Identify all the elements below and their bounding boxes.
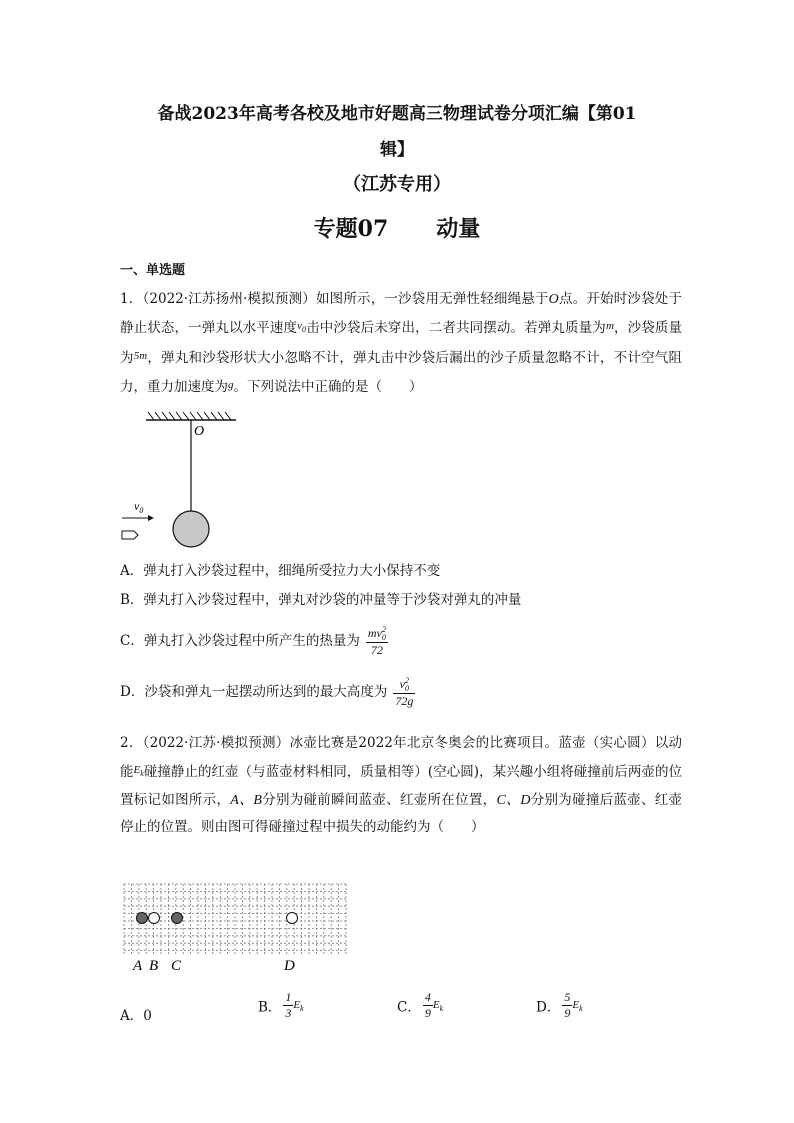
question-source: （2022·江苏扬州·模拟预测）	[142, 291, 316, 307]
q1-option-c[interactable]	[120, 625, 388, 658]
title-line-2: 辑】	[380, 140, 414, 160]
math-var: $E_k$	[572, 998, 583, 1013]
math-var: $E_k$	[432, 998, 444, 1013]
question-number: 2．	[120, 735, 143, 751]
label-C: C	[171, 958, 182, 974]
text-run: 分别为碰前瞬间蓝壶、红壶所在位置，	[261, 792, 497, 808]
option-text: C．弹丸打入沙袋过程中所产生的热量为	[120, 633, 360, 649]
question-1-text	[120, 286, 682, 401]
fraction: $\frac{4}{9}$	[424, 990, 431, 1020]
fraction: $\frac{mv^2_0}{72}$	[367, 625, 386, 657]
curling-grid-figure	[120, 880, 350, 976]
q1-option-a[interactable]: A．弹丸打入沙袋过程中，细绳所受拉力大小保持不变	[120, 563, 441, 579]
text-run: 分别为碰撞后蓝壶、红壶停止的位置。则由图可得碰撞过程中损失的动能约为（ ）	[120, 792, 683, 835]
topic-name: 动量	[436, 216, 481, 242]
text-run: 。下列说法中正确的是（ ）	[233, 379, 423, 395]
option-text: D．	[536, 999, 561, 1016]
text-run: 如图所示，一沙袋用无弹性轻细绳悬于	[315, 291, 549, 307]
text-run: ，弹丸和沙袋形状大小忽略不计，弹丸击中沙袋后漏出的沙子质量忽略不计，不计空气阻力，重力加速度为	[120, 350, 683, 395]
stone-D-red	[287, 913, 298, 924]
q2-option-d[interactable]	[536, 990, 583, 1021]
math-var: m	[605, 320, 614, 332]
pendulum-figure	[118, 408, 248, 548]
option-text: C．	[397, 999, 421, 1016]
point-O-label: O	[194, 424, 205, 439]
question-2-text	[120, 730, 682, 841]
q2-option-a[interactable]	[120, 1004, 152, 1024]
option-text: B．	[258, 999, 282, 1016]
option-text: D．沙袋和弹丸一起摆动所达到的最大高度为	[120, 684, 388, 700]
label-A: A	[133, 958, 143, 974]
fraction: $\frac{5}{9}$	[564, 990, 571, 1020]
math-var: g	[228, 379, 234, 391]
math-var: 5m	[133, 350, 148, 362]
text-run: 点。开始时沙袋处于静止状态，一弹丸以水平速度	[120, 291, 683, 336]
page-title	[120, 96, 674, 168]
question-number: 1．	[120, 291, 143, 307]
page-subtitle: （江苏专用）	[343, 174, 451, 195]
velocity-arrowhead	[148, 515, 154, 521]
math-var: $E_k$	[293, 998, 304, 1013]
option-text: A．0	[120, 1008, 152, 1024]
text-run: 冰壶比赛是2022年北京冬奥会的比赛项目。蓝壶（实心圆）以动能	[120, 735, 682, 780]
label-B: B	[149, 958, 159, 974]
stone-C-blue	[172, 913, 183, 924]
q2-option-b[interactable]	[258, 990, 304, 1021]
stone-B-red	[149, 913, 160, 924]
math-var: A、B	[230, 793, 262, 808]
text-run: ，沙袋质量为	[120, 320, 683, 366]
q1-option-d[interactable]	[120, 676, 415, 709]
fraction: $\frac{1}{3}$	[285, 990, 292, 1020]
q1-option-b[interactable]: B．弹丸打入沙袋过程中，弹丸对沙袋的冲量等于沙袋对弹丸的冲量	[120, 592, 522, 608]
velocity-label: $v_0$	[134, 499, 144, 515]
math-var: v0	[297, 320, 307, 334]
sandbag-circle	[173, 511, 209, 547]
title-line-1: 备战2023年高考各校及地市好题高三物理试卷分项汇编【第01	[157, 104, 637, 124]
stone-A-blue	[137, 913, 148, 924]
text-run: 击中沙袋后未穿出，二者共同摆动。若弹丸质量为	[306, 320, 606, 336]
topic-heading	[0, 212, 794, 243]
text-run: 碰撞静止的红壶（与蓝壶材料相同，质量相等）(空心圆)，某兴趣小组将碰撞前后两壶的位置标记如图所示，	[120, 764, 682, 808]
topic-number: 专题07	[313, 216, 389, 242]
section-label: 一、单选题	[120, 263, 186, 278]
ceiling-hatch	[148, 412, 231, 420]
q2-option-c[interactable]	[397, 990, 443, 1021]
bullet-shape	[122, 531, 138, 539]
math-var: C、D	[496, 793, 531, 808]
question-source: （2022·江苏·模拟预测）	[142, 735, 290, 751]
math-var: O	[548, 292, 559, 307]
fraction: $\frac{v^2_0}{72g}$	[395, 676, 414, 708]
math-var: Ek	[133, 764, 144, 778]
label-D: D	[284, 958, 295, 974]
